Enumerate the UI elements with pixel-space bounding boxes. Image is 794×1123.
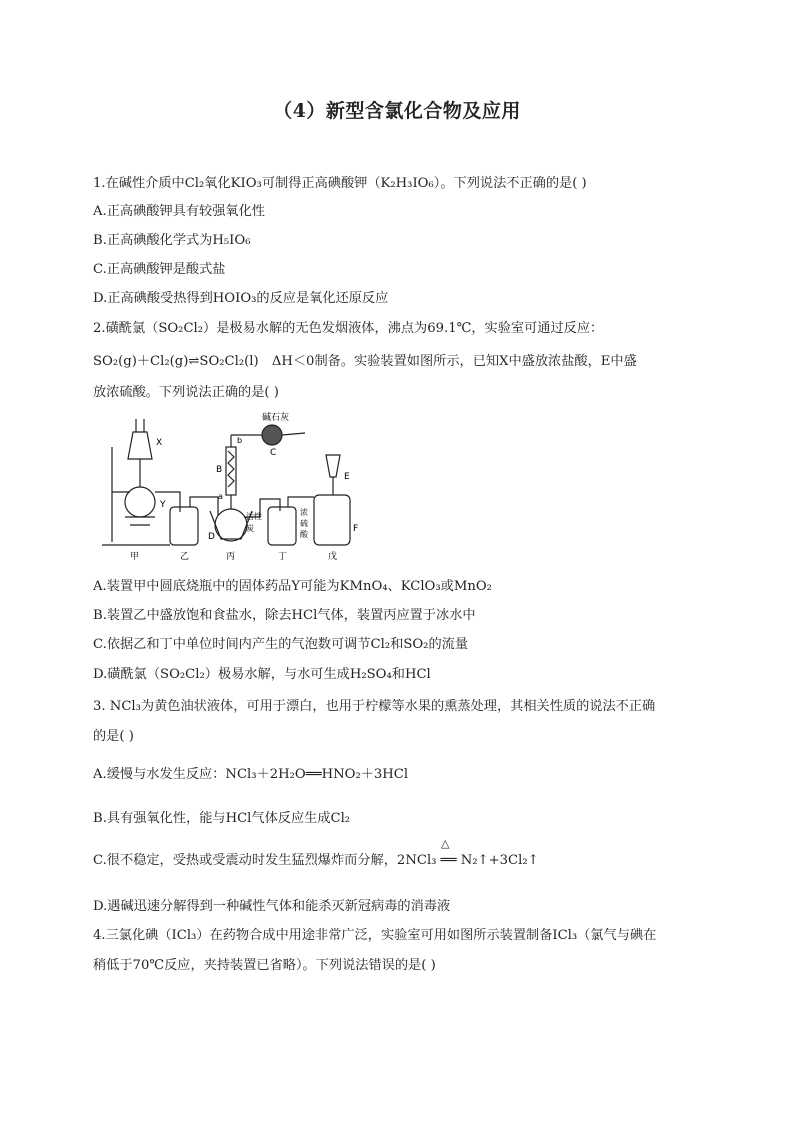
label-conc-3: 酸 bbox=[300, 530, 308, 539]
label-y: Y bbox=[160, 500, 166, 510]
apparatus-diagram bbox=[100, 407, 370, 565]
label-soda-lime: 碱石灰 bbox=[262, 413, 290, 423]
q2-stem-line3: 放浓硫酸。下列说法正确的是( ) bbox=[93, 385, 279, 400]
q4-stem-line1: 4.三氯化碘（ICl₃）在药物合成中用途非常广泛，实验室可用如图所示装置制备ICl₃（氯气与碘在 bbox=[93, 928, 657, 943]
label-conc-1: 浓 bbox=[300, 508, 308, 517]
label-x: X bbox=[156, 438, 163, 448]
q1-option-a: A.正高碘酸钾具有较强氧化性 bbox=[93, 204, 265, 219]
label-yi: 乙 bbox=[180, 552, 190, 562]
q3-option-c: C.很不稳定，受热或受震动时发生猛烈爆炸而分解，2NCl₃ ══ N₂↑+3Cl₂↑ bbox=[93, 853, 539, 868]
label-conc-2: 硫 bbox=[300, 519, 308, 528]
label-f: F bbox=[353, 524, 359, 534]
label-activated-carbon-2: 炭 bbox=[246, 524, 254, 533]
q2-option-d: D.磺酰氯（SO₂Cl₂）极易水解，与水可生成H₂SO₄和HCl bbox=[93, 667, 431, 682]
label-b-upper: B bbox=[216, 465, 223, 475]
q2-option-a: A.装置甲中圆底烧瓶中的固体药品Y可能为KMnO₄、KClO₃或MnO₂ bbox=[93, 579, 492, 594]
q3-option-b: B.具有强氧化性，能与HCl气体反应生成Cl₂ bbox=[93, 811, 351, 826]
label-d: D bbox=[208, 532, 215, 542]
label-b-lower: b bbox=[237, 436, 243, 445]
q1-option-b: B.正高碘酸化学式为H₅IO₆ bbox=[93, 233, 251, 248]
q2-option-b: B.装置乙中盛放饱和食盐水，除去HCl气体，装置丙应置于冰水中 bbox=[93, 608, 476, 623]
label-c: C bbox=[270, 448, 277, 458]
label-ding: 丁 bbox=[278, 552, 288, 562]
heat-symbol: △ bbox=[441, 837, 450, 850]
q1-option-d: D.正高碘酸受热得到HOIO₃的反应是氧化还原反应 bbox=[93, 291, 389, 306]
q1-option-c: C.正高碘酸钾是酸式盐 bbox=[93, 262, 226, 277]
q3-option-a: A.缓慢与水发生反应：NCl₃＋2H₂O══HNO₂＋3HCl bbox=[93, 767, 409, 782]
q1-stem: 1.在碱性介质中Cl₂氧化KIO₃可制得正高碘酸钾（K₂H₃IO₆）。下列说法不正确的是( ) bbox=[93, 176, 587, 191]
page-title: （4）新型含氯化合物及应用 bbox=[273, 100, 521, 122]
q4-stem-line2: 稍低于70℃反应，夹持装置已省略）。下列说法错误的是( ) bbox=[93, 958, 436, 973]
label-a: a bbox=[218, 492, 223, 501]
q3-stem-line2: 的是( ) bbox=[93, 729, 134, 744]
label-activated-carbon-1: 活性 bbox=[246, 512, 262, 521]
q2-option-c: C.依据乙和丁中单位时间内产生的气泡数可调节Cl₂和SO₂的流量 bbox=[93, 637, 469, 652]
q2-stem-line1: 2.磺酰氯（SO₂Cl₂）是极易水解的无色发烟液体，沸点为69.1℃，实验室可通过反应： bbox=[93, 321, 604, 336]
q2-stem-line2: SO₂(g)＋Cl₂(g)⇌SO₂Cl₂(l) ΔH＜0制备。实验装置如图所示，已知X中盛放浓盐酸，E中盛 bbox=[93, 354, 637, 369]
label-e: E bbox=[344, 472, 350, 482]
q3-option-d: D.遇碱迅速分解得到一种碱性气体和能杀灭新冠病毒的消毒液 bbox=[93, 899, 451, 914]
label-jia: 甲 bbox=[130, 552, 140, 562]
label-wu: 戊 bbox=[328, 552, 338, 562]
label-bing: 丙 bbox=[226, 552, 236, 562]
q3-stem-line1: 3. NCl₃为黄色油状液体，可用于漂白，也用于柠檬等水果的熏蒸处理，其相关性质的说法不正确 bbox=[93, 699, 656, 714]
